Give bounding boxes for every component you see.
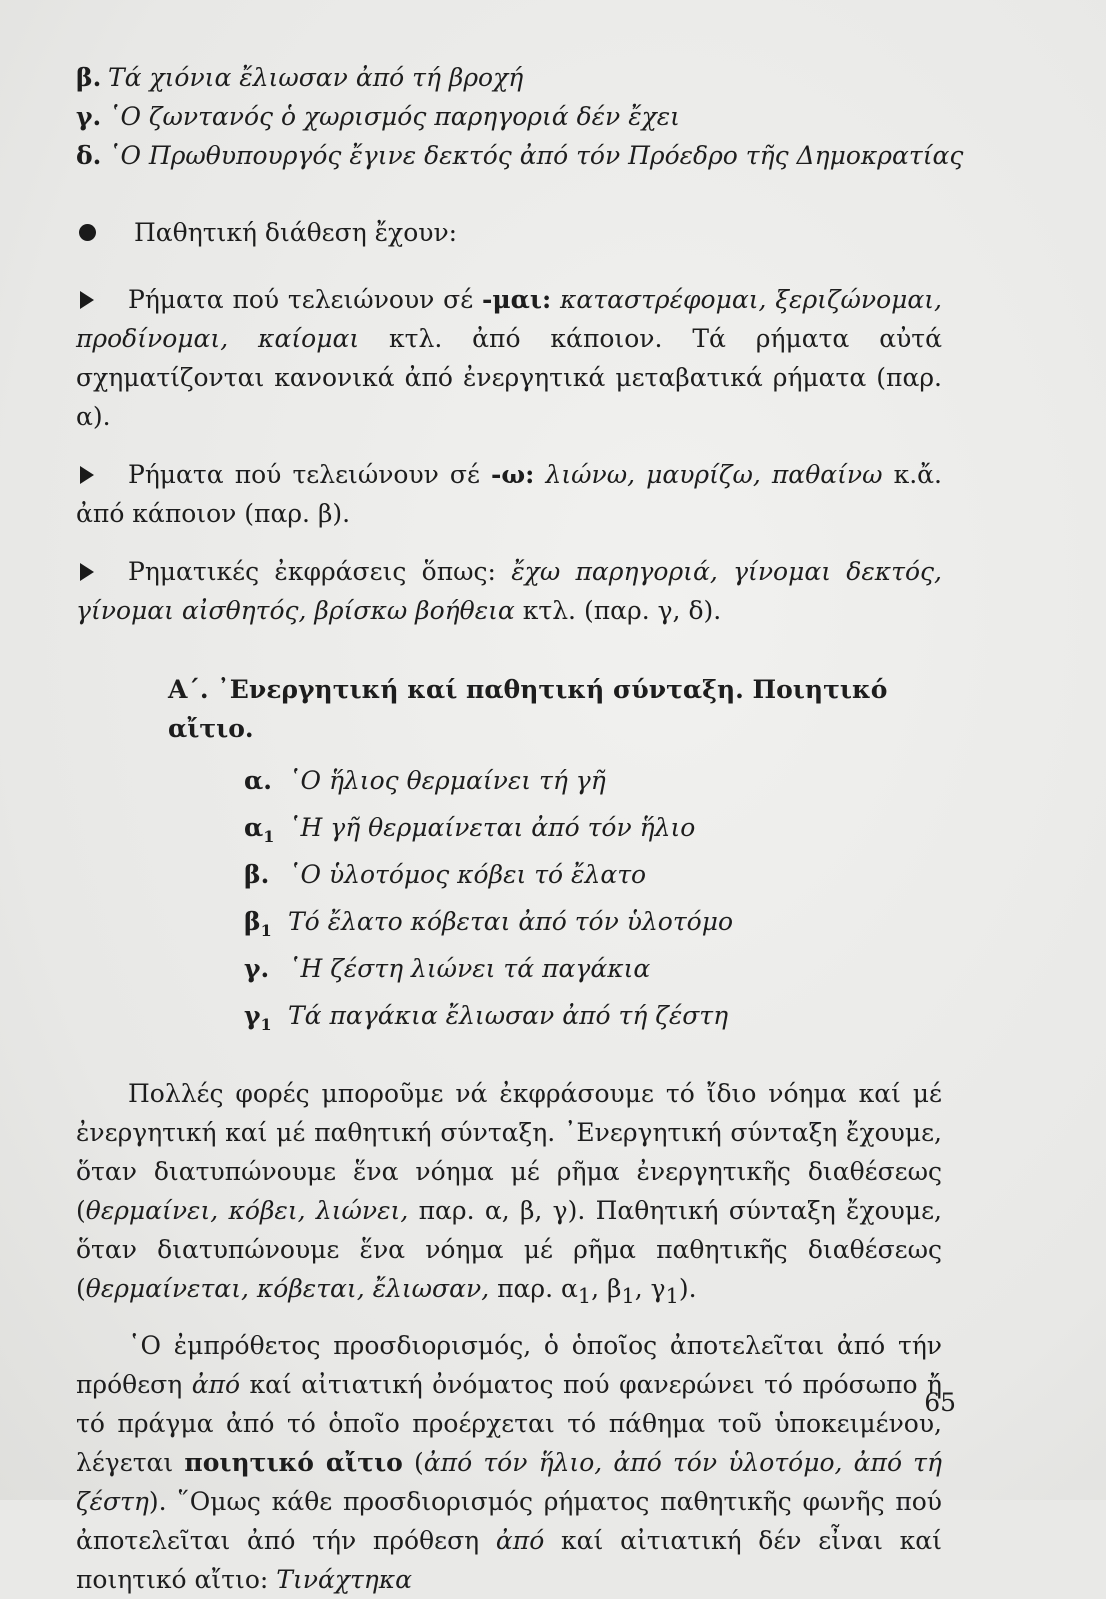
pair-row: β. ῾Ο ὑλοτόμος κόβει τό ἔλατο: [244, 860, 647, 889]
pair-row: $\alpha_1$ ῾Η γῆ θερμαίνεται ἀπό τόν ἥλιο: [244, 813, 696, 846]
page-number: 65: [924, 1388, 956, 1417]
example-line: β. Τά χιόνια ἔλιωσαν ἀπό τή βροχή: [76, 63, 524, 92]
example-line: γ. ῾Ο ζωντανός ὁ χωρισμός παρηγοριά δέν ἔχει: [76, 102, 680, 131]
page-content: [76, 58, 964, 1599]
triangle-bullet-icon: [80, 466, 94, 484]
examples-top: [76, 58, 964, 175]
pair-row: $\beta_1$ Τό ἔλατο κόβεται ἀπό τόν ὑλοτόμο: [244, 907, 734, 940]
pair-row: $\gamma_1$ Τά παγάκια ἔλιωσαν ἀπό τή ζέστη: [244, 1001, 729, 1034]
section-title: Α΄. ᾿Ενεργητική καί παθητική σύνταξη. Ποιητικό αἴτιο.: [168, 675, 888, 743]
point-o: Ρήματα πού τελειώνουν σέ -ω: λιώνω, μαυρίζω, παθαίνω κ.ἄ. ἀπό κάποιον (παρ. β).: [76, 460, 942, 528]
triangle-bullet-icon: [80, 563, 94, 581]
example-line: δ. ῾Ο Πρωθυπουργός ἔγινε δεκτός ἀπό τόν Πρόεδρο τῆς Δημοκρατίας: [76, 141, 964, 170]
pair-row: γ. ῾Η ζέστη λιώνει τά παγάκια: [244, 954, 651, 983]
example-pairs: [244, 762, 942, 1044]
point-mai: Ρήματα πού τελειώνουν σέ -μαι: καταστρέφομαι, ξεριζώνομαι, προδίνομαι, καίομαι κτλ. ἀπό κάποιον. Τά ρήματα αὐτά σχηματίζονται κανονικά ἀπό ἐνεργητικά μεταβατικά ρήματα (παρ. α).: [76, 285, 943, 431]
pair-row: α. ῾Ο ἥλιος θερμαίνει τή γῆ: [244, 766, 606, 795]
paragraph-agent: ῾Ο ἐμπρόθετος προσδιορισμός, ὁ ὁποῖος ἀποτελεῖται ἀπό τήν πρόθεση ἀπό καί αἰτιατική ὀνόματος πού φανερώνει τό πρόσωπο ἤ τό πράγμα ἀπό τό ὁποῖο προέρχεται τό πάθημα τοῦ ὑποκειμένου, λέγεται ποιητικό αἴτιο (ἀπό τόν ἥλιο, ἀπό τόν ὑλοτόμο, ἀπό τή ζέστη). ῞Ομως κάθε προσδιορισμός ρήματος παθητικῆς φωνῆς πού ἀποτελεῖται ἀπό τήν πρόθεση ἀπό καί αἰτιατική δέν εἶναι καί ποιητικό αἴτιο: Τινάχτηκα: [76, 1331, 942, 1594]
triangle-bullet-icon: [80, 291, 94, 309]
bullet-dot-icon: [79, 224, 96, 241]
passive-heading: Παθητική διάθεση ἔχουν:: [76, 213, 942, 252]
paragraph-active-passive: Πολλές φορές μποροῦμε νά ἐκφράσουμε τό ἴδιο νόημα καί μέ ἐνεργητική καί μέ παθητική σύνταξη. ᾿Ενεργητική σύνταξη ἔχουμε, ὅταν διατυπώνουμε ἕνα νόημα μέ ρῆμα ἐνεργητικῆς διαθέσεως (θερμαίνει, κόβει, λιώνει, παρ. α, β, γ). Παθητική σύνταξη ἔχουμε, ὅταν διατυπώνουμε ἕνα νόημα μέ ρῆμα παθητικῆς διαθέσεως (θερμαίνεται, κόβεται, ἔλιωσαν, παρ. $\alpha_1$, $\beta_1$, $\gamma_1$).: [76, 1079, 942, 1308]
point-expressions: Ρηματικές ἐκφράσεις ὅπως: ἔχω παρηγοριά, γίνομαι δεκτός, γίνομαι αἰσθητός, βρίσκω βοήθεια κτλ. (παρ. γ, δ).: [76, 557, 942, 625]
